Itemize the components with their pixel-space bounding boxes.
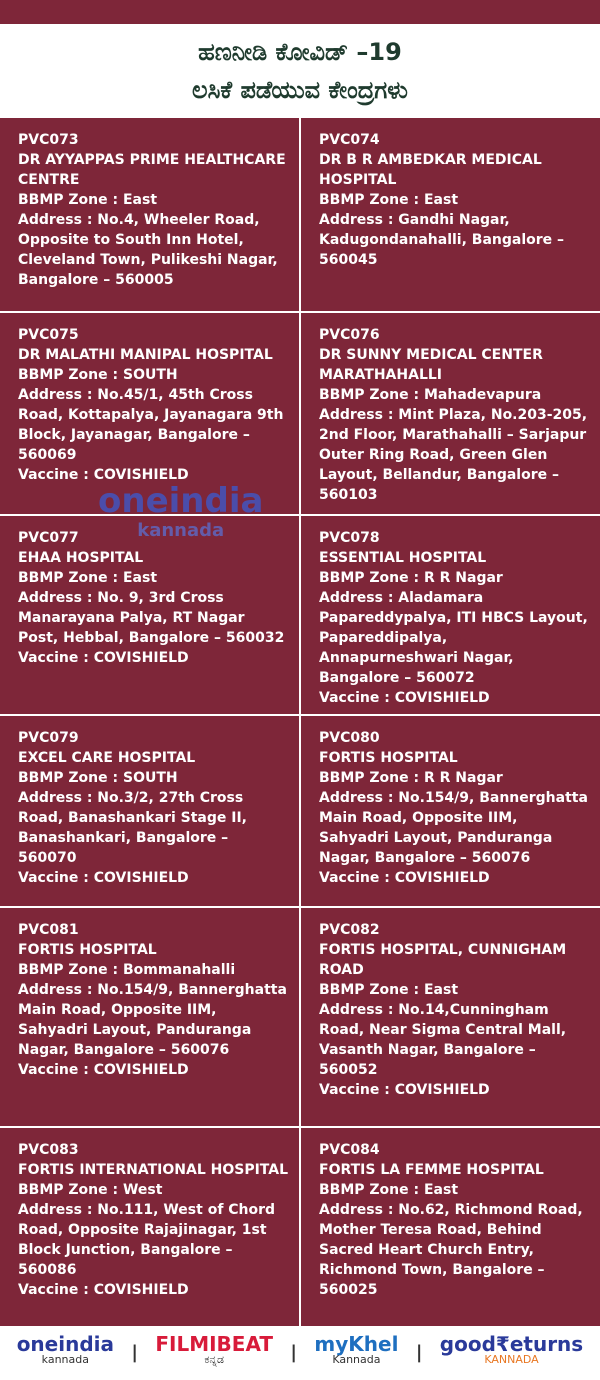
logo-name: myKhel — [314, 1332, 399, 1356]
centre-name: DR B R AMBEDKAR MEDICAL HOSPITAL — [319, 152, 542, 188]
centre-card — [0, 716, 299, 906]
centre-name: FORTIS HOSPITAL — [319, 750, 458, 766]
separator: | — [415, 1341, 423, 1363]
logo-1[interactable] — [155, 1332, 274, 1368]
centre-name: EXCEL CARE HOSPITAL — [18, 750, 196, 766]
centre-code: PVC073 — [18, 132, 79, 148]
centre-card — [301, 908, 600, 1126]
logo-name: FILMIBEAT — [155, 1332, 274, 1356]
vaccine: Vaccine : COVISHIELD — [319, 690, 490, 706]
centre-name: ESSENTIAL HOSPITAL — [319, 550, 487, 566]
centre-name: FORTIS HOSPITAL — [18, 942, 157, 958]
bbmp-zone: BBMP Zone : West — [18, 1182, 163, 1198]
centre-card — [301, 313, 600, 514]
centre-card — [301, 118, 600, 311]
centre-code: PVC080 — [319, 730, 380, 746]
centre-card — [0, 1128, 299, 1326]
centre-address: Address : No.111, West of Chord Road, Opposite Rajajinagar, 1st Block Junction, Bangalore – 560086 — [18, 1202, 276, 1278]
centre-name: FORTIS INTERNATIONAL HOSPITAL — [18, 1162, 289, 1178]
logo-2[interactable] — [314, 1332, 399, 1368]
centre-name: EHAA HOSPITAL — [18, 550, 144, 566]
centre-address: Address : Gandhi Nagar, Kadugondanahalli, Bangalore – 560045 — [319, 212, 565, 268]
vaccine: Vaccine : COVISHIELD — [18, 870, 189, 886]
vaccine: Vaccine : COVISHIELD — [18, 467, 189, 483]
centre-code: PVC083 — [18, 1142, 79, 1158]
vaccine: Vaccine : COVISHIELD — [18, 1062, 189, 1078]
centre-address: Address : No.14,Cunningham Road, Near Sigma Central Mall, Vasanth Nagar, Bangalore – 560052 — [319, 1002, 567, 1078]
centre-name: DR MALATHI MANIPAL HOSPITAL — [18, 347, 273, 363]
centre-code: PVC082 — [319, 922, 380, 938]
centre-code: PVC079 — [18, 730, 79, 746]
centre-code: PVC077 — [18, 530, 79, 546]
separator: | — [131, 1341, 138, 1363]
bbmp-zone: BBMP Zone : Bommanahalli — [18, 962, 236, 978]
centre-grid — [0, 118, 600, 1326]
centre-card — [301, 716, 600, 906]
separator: | — [290, 1341, 297, 1363]
vaccine: Vaccine : COVISHIELD — [319, 870, 490, 886]
top-band — [0, 0, 600, 24]
logo-name: oneindia — [16, 1332, 114, 1356]
logo-sub: ಕನ್ನಡ — [204, 1353, 224, 1366]
vaccine: Vaccine : COVISHIELD — [319, 1082, 490, 1098]
bbmp-zone: BBMP Zone : SOUTH — [18, 770, 178, 786]
centre-address: Address : No.4, Wheeler Road, Opposite to South Inn Hotel, Cleveland Town, Pulikeshi Nagar, Bangalore – 560005 — [18, 212, 278, 288]
centre-address: Address : No.3/2, 27th Cross Road, Banashankari Stage II, Banashankari, Bangalore – 560070 — [18, 790, 247, 866]
logo-sub: KANNADA — [484, 1353, 539, 1366]
bbmp-zone: BBMP Zone : East — [319, 982, 459, 998]
centre-card — [301, 1128, 600, 1326]
oneindia-watermark-logo — [98, 481, 264, 546]
title-line-2: ಲಸಿಕೆ ಪಡೆಯುವ ಕೇಂದ್ರಗಳು — [192, 76, 408, 104]
centre-name: DR AYYAPPAS PRIME HEALTHCARE CENTRE — [18, 152, 286, 188]
centre-card — [0, 118, 299, 311]
centre-address: Address : No. 9, 3rd Cross Manarayana Palya, RT Nagar Post, Hebbal, Bangalore – 560032 — [18, 590, 285, 646]
centre-name: FORTIS LA FEMME HOSPITAL — [319, 1162, 544, 1178]
centre-address: Address : No.45/1, 45th Cross Road, Kottapalya, Jayanagara 9th Block, Jayanagar, Bangalore – 560069 — [18, 387, 284, 463]
logo-name: good₹eturns — [439, 1332, 584, 1356]
bbmp-zone: BBMP Zone : East — [319, 192, 459, 208]
centre-address: Address : Mint Plaza, No.203-205, 2nd Floor, Marathahalli – Sarjapur Outer Ring Road, Green Glen Layout, Bellandur, Bangalore – 560103 — [319, 407, 588, 503]
centre-code: PVC081 — [18, 922, 79, 938]
page-header — [0, 24, 600, 118]
centre-code: PVC074 — [319, 132, 380, 148]
logo-sub: Kannada — [332, 1353, 381, 1366]
centre-code: PVC075 — [18, 327, 79, 343]
bbmp-zone: BBMP Zone : East — [18, 570, 158, 586]
bbmp-zone: BBMP Zone : East — [319, 1182, 459, 1198]
watermark-name: oneindia — [98, 481, 264, 521]
bbmp-zone: BBMP Zone : East — [18, 192, 158, 208]
vaccine: Vaccine : COVISHIELD — [18, 1282, 189, 1298]
centre-address: Address : No.62, Richmond Road, Mother Teresa Road, Behind Sacred Heart Church Entry, Richmond Town, Bangalore – 560025 — [319, 1202, 583, 1298]
footer-logos — [0, 1326, 600, 1378]
bbmp-zone: BBMP Zone : Mahadevapura — [319, 387, 542, 403]
bbmp-zone: BBMP Zone : R R Nagar — [319, 570, 503, 586]
centre-code: PVC078 — [319, 530, 380, 546]
centre-card — [0, 908, 299, 1126]
bbmp-zone: BBMP Zone : R R Nagar — [319, 770, 503, 786]
centre-code: PVC084 — [319, 1142, 380, 1158]
logo-0[interactable] — [16, 1332, 114, 1368]
vaccine: Vaccine : COVISHIELD — [18, 650, 189, 666]
logo-sub: kannada — [41, 1353, 89, 1366]
bbmp-zone: BBMP Zone : SOUTH — [18, 367, 178, 383]
centre-address: Address : Aladamara Papareddypalya, ITI HBCS Layout, Papareddipalya, Annapurneshwari Nagar, Bangalore – 560072 — [319, 590, 588, 686]
logo-3[interactable] — [439, 1332, 584, 1368]
centre-name: DR SUNNY MEDICAL CENTER MARATHAHALLI — [319, 347, 543, 383]
centre-name: FORTIS HOSPITAL, CUNNIGHAM ROAD — [319, 942, 567, 978]
centre-code: PVC076 — [319, 327, 380, 343]
title-line-1: ಹಣನೀಡಿ ಕೋವಿಡ್ –19 — [198, 38, 402, 66]
centre-card — [301, 516, 600, 714]
watermark-sub: kannada — [137, 520, 225, 541]
centre-address: Address : No.154/9, Bannerghatta Main Road, Opposite IIM, Sahyadri Layout, Panduranga Nagar, Bangalore – 560076 — [18, 982, 287, 1058]
centre-address: Address : No.154/9, Bannerghatta Main Road, Opposite IIM, Sahyadri Layout, Panduranga Nagar, Bangalore – 560076 — [319, 790, 588, 866]
